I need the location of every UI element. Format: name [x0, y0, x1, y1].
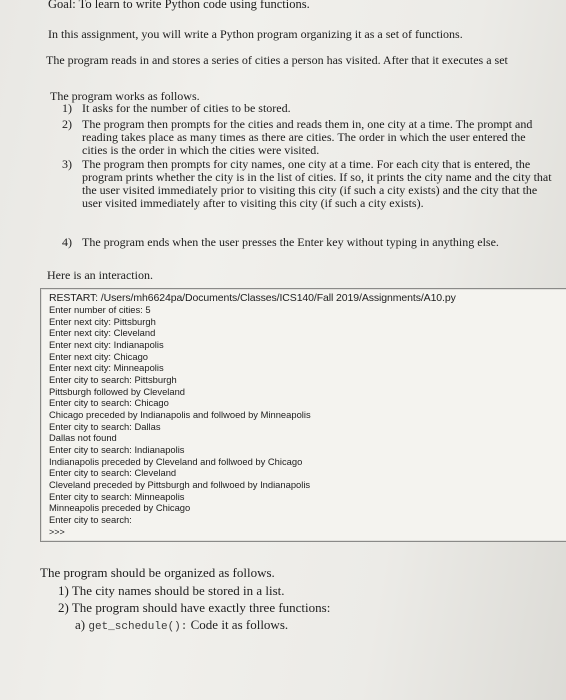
step-number: 1): [58, 583, 69, 598]
shell-line: Indianapolis preceded by Cleveland and follwoed by Chicago: [49, 455, 303, 467]
shell-output-box: [40, 288, 566, 542]
step-number: 3): [62, 157, 72, 171]
step-number: 1): [62, 101, 72, 115]
shell-line: Chicago preceded by Indianapolis and follwoed by Minneapolis: [49, 408, 311, 420]
intro-paragraph: In this assignment, you will write a Python program organizing it as a set of functions.: [48, 27, 463, 41]
shell-line: Enter number of cities: 5: [49, 304, 151, 315]
step-number: 4): [62, 235, 72, 249]
step-text: The program ends when the user presses the Enter key without typing in anything else.: [82, 235, 499, 249]
shell-line: Enter next city: Pittsburgh: [49, 315, 156, 327]
sub-step-a: [75, 617, 288, 635]
shell-line: Enter next city: Chicago: [49, 350, 149, 362]
step-number: a): [75, 617, 86, 632]
shell-line: Enter next city: Indianapolis: [49, 338, 164, 350]
shell-line: Enter next city: Minneapolis: [49, 362, 164, 374]
shell-line: Enter city to search:: [49, 513, 132, 525]
function-name: get_schedule():: [88, 621, 188, 633]
goal-text: Goal: To learn to write Python code using functions.: [48, 0, 310, 11]
shell-line: Enter city to search: Minneapolis: [49, 490, 185, 502]
step-number: 2): [58, 600, 69, 615]
step-text: The program should have exactly three functions:: [71, 600, 331, 615]
shell-line: Cleveland preceded by Pittsburgh and follwoed by Indianapolis: [49, 478, 311, 490]
org-step-2: [58, 600, 330, 615]
shell-line: Minneapolis preceded by Chicago: [49, 502, 191, 514]
shell-line: Enter city to search: Dallas: [49, 420, 161, 432]
restart-line: RESTART: /Users/mh6624pa/Documents/Classes/ICS140/Fall 2019/Assignments/A10.py: [49, 292, 456, 304]
description-paragraph: The program reads in and stores a series of cities a person has visited. After that it executes a set: [46, 53, 508, 67]
shell-line: Dallas not found: [49, 432, 117, 444]
shell-prompt: >>>: [49, 527, 65, 537]
shell-line: Enter city to search: Cleveland: [49, 467, 177, 479]
shell-line: Pittsburgh followed by Cleveland: [49, 385, 186, 397]
shell-line: Enter next city: Cleveland: [49, 327, 156, 339]
org-step-1: [58, 583, 285, 598]
step-text: The city names should be stored in a list.: [71, 583, 285, 598]
shell-line: Enter city to search: Indianapolis: [49, 443, 185, 455]
interaction-heading: Here is an interaction.: [47, 268, 153, 282]
step-text: The program then prompts for city names, one city at a time. For each city that is entered, the program prints whether the city is in the list of cities. If so, it prints the city name and the city that the user visited immediately prior to visiting this city (if such a city exists) and the city that the user visited immediately after to visiting this city (if such a city exists).: [82, 157, 552, 210]
shell-line: Enter city to search: Chicago: [49, 397, 169, 409]
step-number: 2): [62, 117, 72, 131]
step-text: It asks for the number of cities to be stored.: [82, 101, 291, 115]
shell-lines: [49, 304, 549, 525]
works-heading: The program works as follows.: [50, 89, 200, 103]
step-text: The program then prompts for the cities and reads them in, one city at a time. The prompt and reading takes place as many times as there are cities. The order in which the user entered the cities is the order in which the cities were visited.: [82, 117, 533, 157]
shell-line: Enter city to search: Pittsburgh: [49, 373, 177, 385]
organized-heading: The program should be organized as follows.: [40, 565, 275, 580]
step-text: Code it as follows.: [187, 617, 289, 632]
